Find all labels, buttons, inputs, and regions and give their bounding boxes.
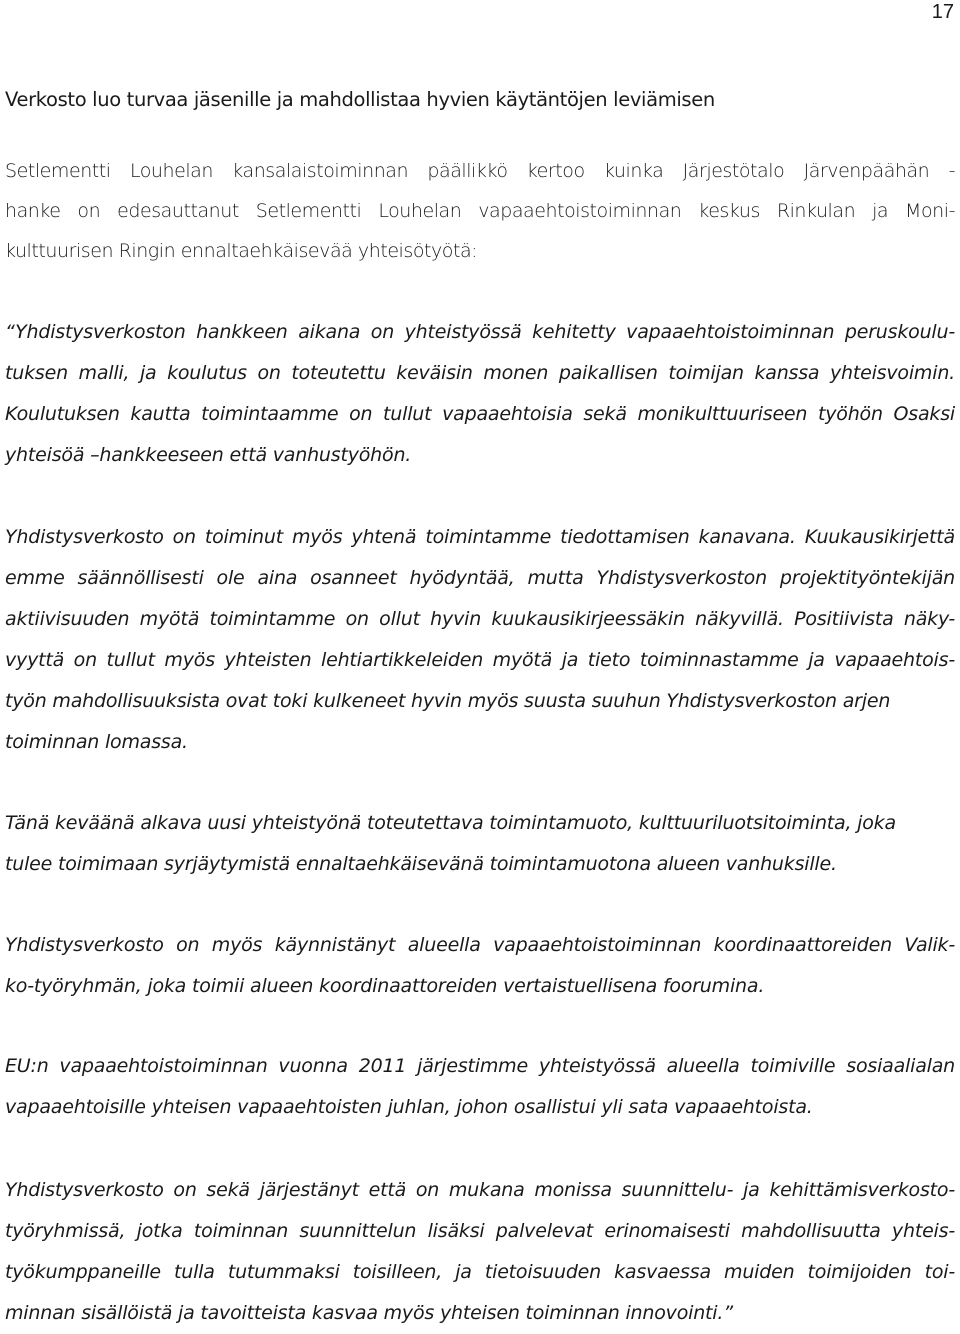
quote-line: tulee toimimaan syrjäytymistä ennaltaehkäisevänä toimintamuotona alueen vanhuksille. [5,853,837,875]
page-number: 17 [931,1,954,23]
quote-line: Yhdistysverkosto on sekä järjestänyt että on mukana monissa suunnittelu- ja kehittämisverkosto- [5,1179,955,1201]
quote-line: toiminnan lomassa. [5,731,188,753]
section-heading: Verkosto luo turvaa jäsenille ja mahdollistaa hyvien käytäntöjen leviämisen [5,88,715,111]
quote-line: työryhmissä, jotka toiminnan suunnittelun lisäksi palvelevat erinomaisesti mahdollisuutta yhteis- [5,1220,955,1242]
quote-paragraph-4 [5,925,955,1007]
quote-paragraph-5 [5,1046,955,1128]
quote-line: Yhdistysverkosto on toiminut myös yhtenä toimintamme tiedottamisen kanavana. Kuukausikirjettä [5,526,955,548]
quote-line: työkumppaneille tulla tutummaksi toisilleen, ja tietoisuuden kasvaessa muiden toimijoiden toi- [5,1261,955,1283]
intro-line: Setlementti Louhelan kansalaistoiminnan päällikkö kertoo kuinka Järjestötalo Järvenpäähän - [5,160,955,182]
quote-line: ko-työryhmän, joka toimii alueen koordinaattoreiden vertaistuellisena foorumina. [5,975,765,997]
quote-line: vyyttä on tullut myös yhteisten lehtiartikkeleiden myötä ja tieto toiminnastamme ja vapaaehtois- [5,649,955,671]
quote-line: minnan sisällöistä ja tavoitteista kasvaa myös yhteisen toiminnan innovointi.” [5,1302,733,1324]
quote-line: Yhdistysverkosto on myös käynnistänyt alueella vapaaehtoistoiminnan koordinaattoreiden Valik- [5,934,955,956]
intro-paragraph [5,151,955,271]
quote-line: Koulutuksen kautta toimintaamme on tullut vapaaehtoisia sekä monikulttuuriseen työhön Osaksi [5,403,955,425]
quote-line: työn mahdollisuuksista ovat toki kulkeneet hyvin myös suusta suuhun Yhdistysverkoston arjen [5,690,891,712]
quote-paragraph-1 [5,312,955,476]
quote-line: “Yhdistysverkoston hankkeen aikana on yhteistyössä kehitetty vapaaehtoistoiminnan peruskoulu- [5,321,955,343]
quote-line: vapaaehtoisille yhteisen vapaaehtoisten juhlan, johon osallistui yli sata vapaaehtoista. [5,1096,813,1118]
quote-line: Tänä keväänä alkava uusi yhteistyönä toteutettava toimintamuoto, kulttuuriluotsitoiminta, joka [5,812,896,834]
quote-line: EU:n vapaaehtoistoiminnan vuonna 2011 järjestimme yhteistyössä alueella toimiville sosiaalialan [5,1055,955,1077]
intro-line: hanke on edesauttanut Setlementti Louhelan vapaaehtoistoiminnan keskus Rinkulan ja Moni- [5,200,955,222]
quote-line: aktiivisuuden myötä toimintamme on ollut hyvin kuukausikirjeessäkin näkyvillä. Positiivista näky- [5,608,955,630]
quote-paragraph-6 [5,1170,955,1334]
quote-line: emme säännöllisesti ole aina osanneet hyödyntää, mutta Yhdistysverkoston projektityöntekijän [5,567,955,589]
intro-line: kulttuurisen Ringin ennaltaehkäisevää yhteisötyötä: [5,240,478,262]
quote-line: yhteisöä –hankkeeseen että vanhustyöhön. [5,444,412,466]
quote-paragraph-2 [5,517,955,763]
quote-paragraph-3 [5,803,955,885]
quote-line: tuksen malli, ja koulutus on toteutettu keväisin monen paikallisen toimijan kanssa yhteisvoimin. [5,362,955,384]
